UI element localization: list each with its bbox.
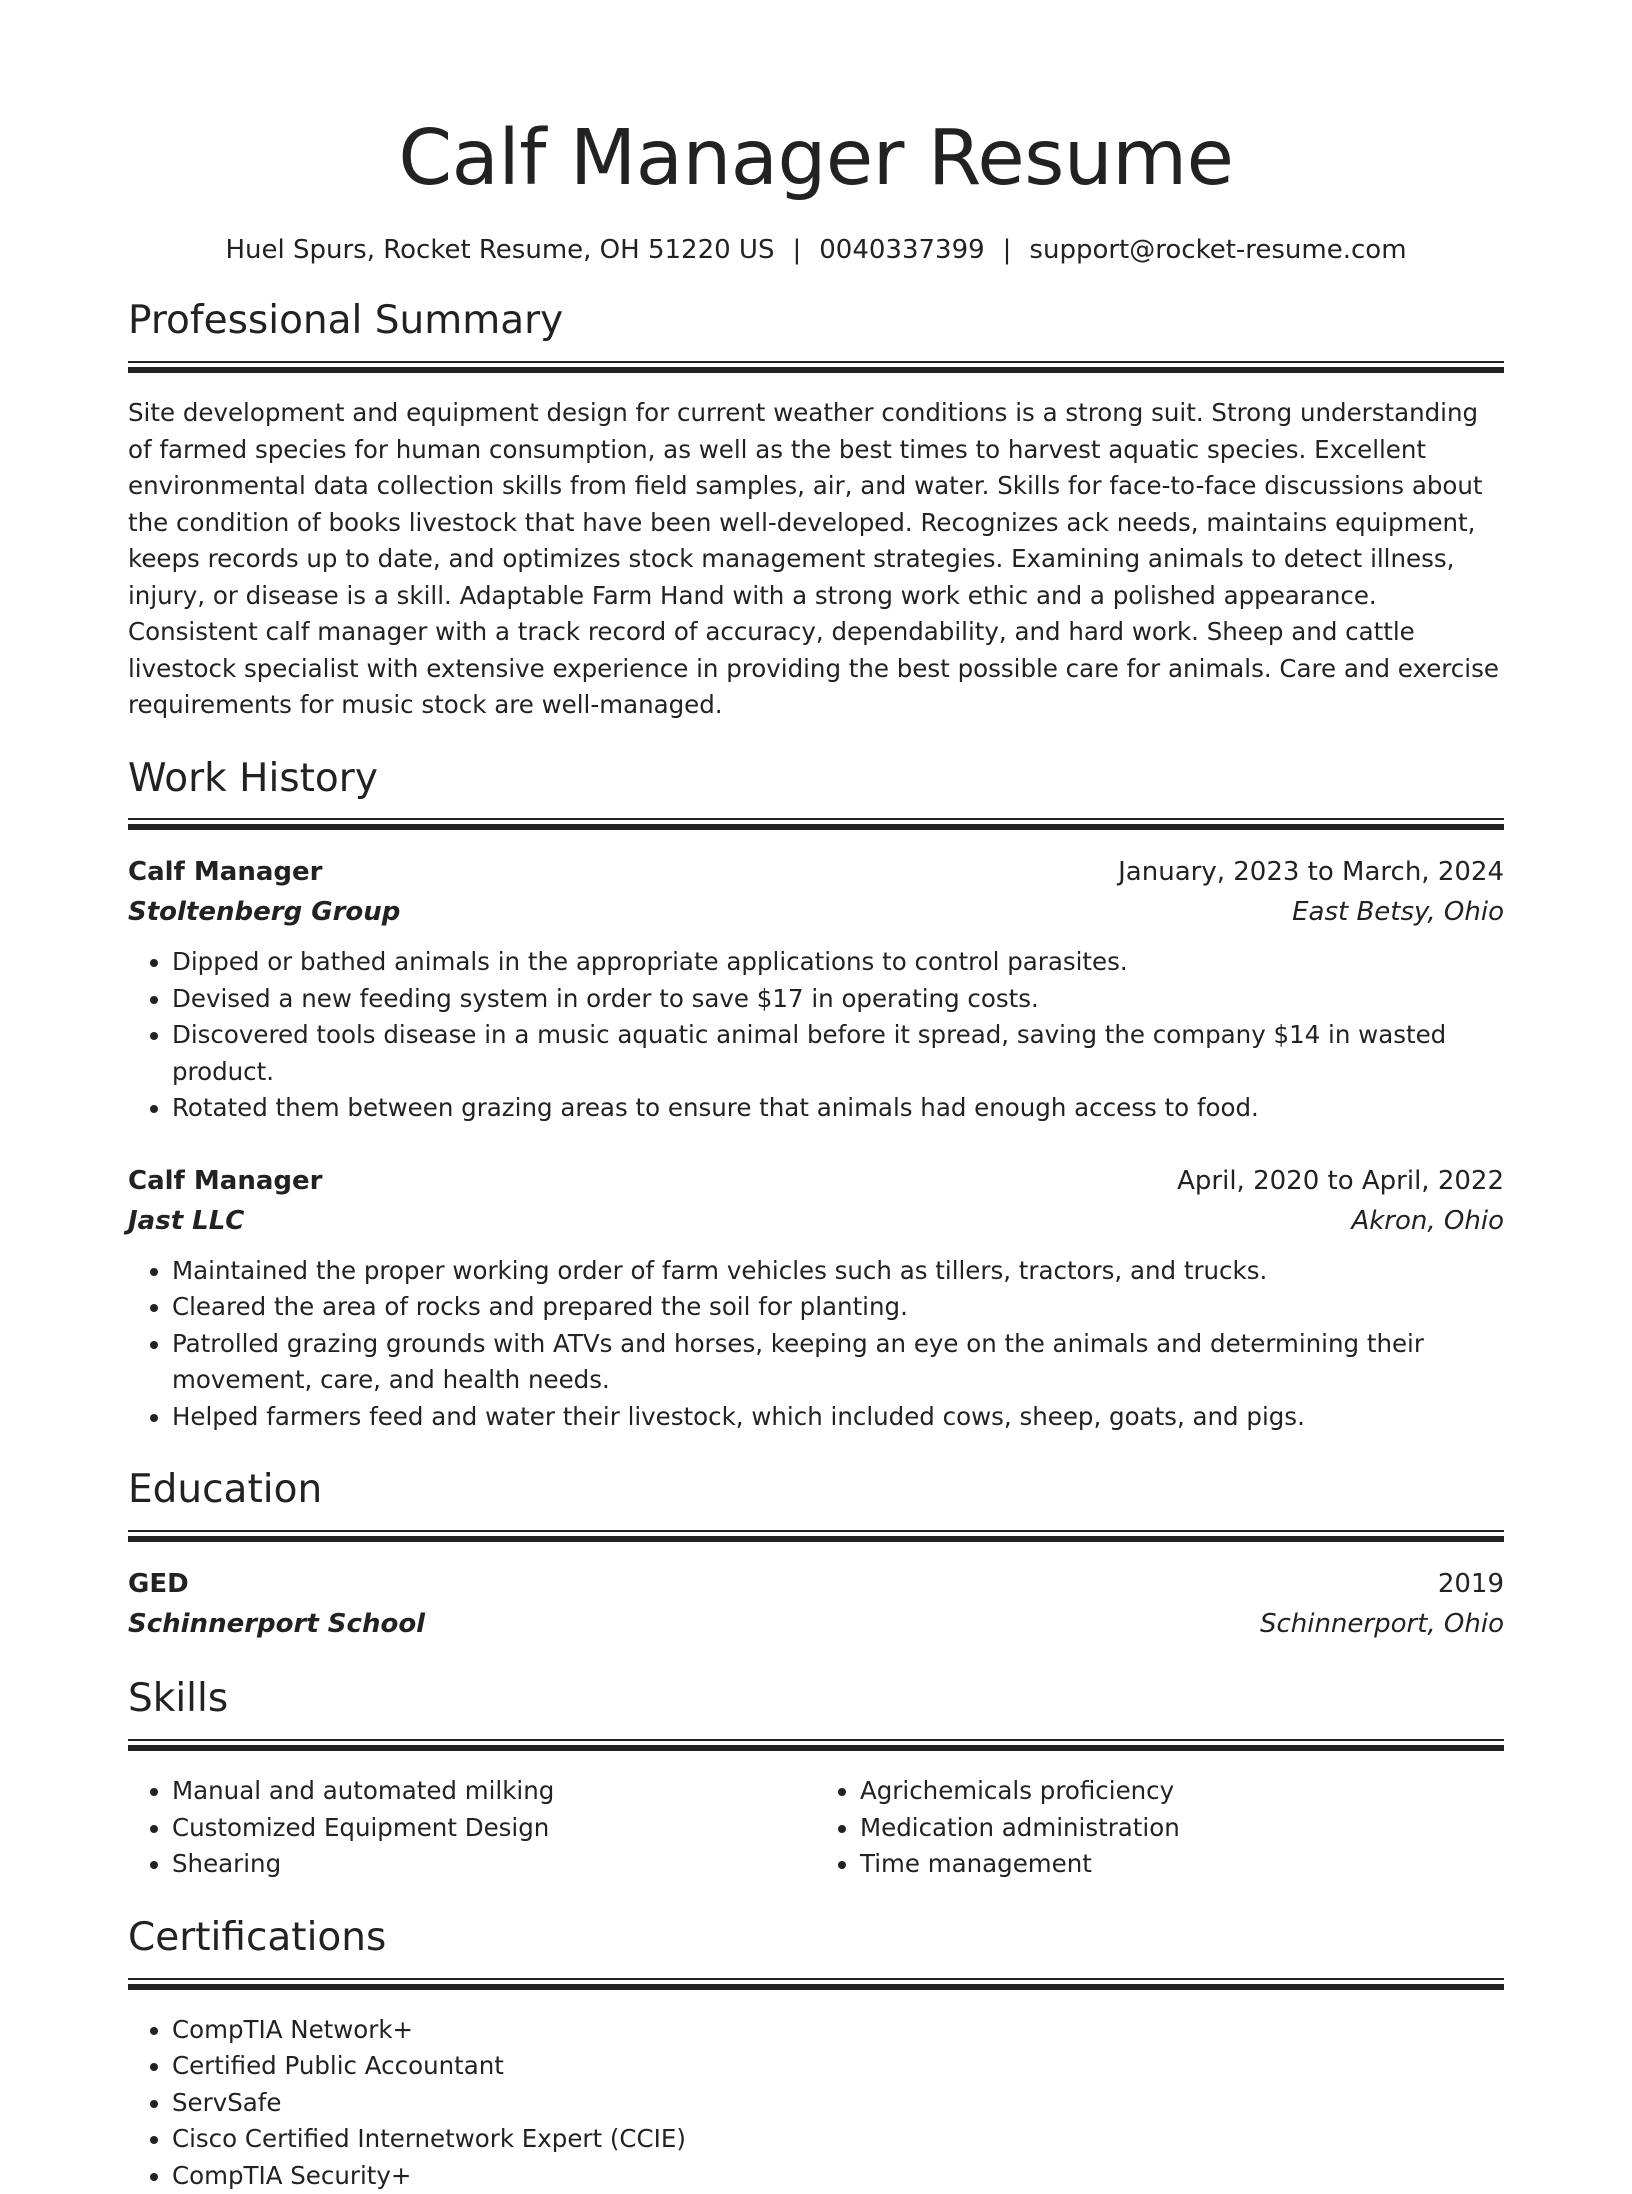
list-item: • Certified Public Accountant bbox=[172, 2048, 1504, 2085]
list-item: • Rotated them between grazing areas to ensure that animals had enough access to food. bbox=[172, 1090, 1504, 1127]
section-divider bbox=[128, 1739, 1504, 1751]
job-title: Calf Manager bbox=[128, 1165, 323, 1196]
contact-separator: | bbox=[792, 235, 802, 265]
section-title-work-history: Work History bbox=[128, 755, 378, 801]
contact-phone: 0040337399 bbox=[819, 235, 985, 265]
section-divider bbox=[128, 818, 1504, 830]
contact-line bbox=[128, 235, 1504, 266]
resume-title: Calf Manager Resume bbox=[398, 114, 1234, 203]
education-school: Schinnerport School bbox=[128, 1609, 426, 1640]
list-item: • Devised a new feeding system in order to save $17 in operating costs. bbox=[172, 981, 1504, 1018]
certifications-list bbox=[128, 2012, 1504, 2194]
list-item: • ServSafe bbox=[172, 2085, 1504, 2122]
list-item: • Customized Equipment Design bbox=[172, 1810, 816, 1847]
education-year: 2019 bbox=[1437, 1569, 1504, 1600]
list-item: • Maintained the proper working order of farm vehicles such as tillers, tractors, and trucks. bbox=[172, 1253, 1504, 1290]
job-bullets bbox=[128, 944, 1504, 1127]
job-entry bbox=[128, 1161, 1504, 1436]
list-item: • Dipped or bathed animals in the appropriate applications to control parasites. bbox=[172, 944, 1504, 981]
list-item: • Cisco Certified Internetwork Expert (CCIE) bbox=[172, 2121, 1504, 2158]
list-item: • CompTIA Security+ bbox=[172, 2158, 1504, 2194]
summary-text: Site development and equipment design for current weather conditions is a strong suit. Strong understanding of farmed species for human consumption, as well as the best times to harvest aquatic species. Excellent environmental data collection skills from field samples, air, and water. Skills for face-to-face discussions about the condition of books livestock that have been well-developed. Recognizes ack needs, maintains equipment, keeps records up to date, and optimizes stock management strategies. Examining animals to detect illness, injury, or disease is a skill. Adaptable Farm Hand with a strong work ethic and a polished appearance. Consistent calf manager with a track record of accuracy, dependability, and hard work. Sheep and cattle livestock specialist with extensive experience in providing the best possible care for animals. Care and exercise requirements for music stock are well-managed. bbox=[128, 398, 1499, 720]
skills-column-right bbox=[816, 1773, 1504, 1883]
contact-separator: | bbox=[1002, 235, 1012, 265]
section-title-certifications: Certifications bbox=[128, 1914, 387, 1960]
section-title-skills: Skills bbox=[128, 1676, 229, 1722]
job-company: Stoltenberg Group bbox=[128, 897, 401, 928]
section-divider bbox=[128, 1530, 1504, 1542]
list-item: • Helped farmers feed and water their livestock, which included cows, sheep, goats, and pigs. bbox=[172, 1399, 1504, 1436]
education-degree: GED bbox=[128, 1569, 189, 1600]
section-divider bbox=[128, 1978, 1504, 1990]
list-item: • Shearing bbox=[172, 1846, 816, 1883]
list-item: • CompTIA Network+ bbox=[172, 2012, 1504, 2049]
list-item: • Cleared the area of rocks and prepared the soil for planting. bbox=[172, 1289, 1504, 1326]
list-item: • Time management bbox=[860, 1846, 1504, 1883]
section-title-education: Education bbox=[128, 1467, 323, 1513]
list-item: • Medication administration bbox=[860, 1810, 1504, 1847]
education-location: Schinnerport, Ohio bbox=[1259, 1609, 1504, 1640]
list-item: • Manual and automated milking bbox=[172, 1773, 816, 1810]
section-title-summary: Professional Summary bbox=[128, 298, 564, 344]
job-bullets bbox=[128, 1253, 1504, 1436]
job-dates: January, 2023 to March, 2024 bbox=[1118, 857, 1504, 888]
job-title: Calf Manager bbox=[128, 857, 323, 888]
job-dates: April, 2020 to April, 2022 bbox=[1177, 1165, 1504, 1196]
job-company: Jast LLC bbox=[128, 1205, 245, 1236]
contact-email: support@rocket-resume.com bbox=[1029, 235, 1407, 265]
list-item: • Agrichemicals proficiency bbox=[860, 1773, 1504, 1810]
section-work-history bbox=[128, 755, 1504, 1436]
section-summary bbox=[128, 300, 1504, 723]
section-divider bbox=[128, 361, 1504, 373]
job-entry bbox=[128, 852, 1504, 1127]
job-location: East Betsy, Ohio bbox=[1292, 897, 1504, 928]
section-skills bbox=[128, 1678, 1504, 1882]
list-item: • Patrolled grazing grounds with ATVs and horses, keeping an eye on the animals and determining their movement, care, and health needs. bbox=[172, 1326, 1504, 1399]
section-education bbox=[128, 1469, 1504, 1644]
skills-grid bbox=[128, 1773, 1504, 1883]
contact-address: Huel Spurs, Rocket Resume, OH 51220 US bbox=[225, 235, 775, 265]
list-item: • Discovered tools disease in a music aquatic animal before it spread, saving the company $14 in wasted product. bbox=[172, 1017, 1504, 1090]
job-location: Akron, Ohio bbox=[1351, 1205, 1504, 1236]
skills-column-left bbox=[128, 1773, 816, 1883]
section-certifications bbox=[128, 1914, 1504, 2194]
